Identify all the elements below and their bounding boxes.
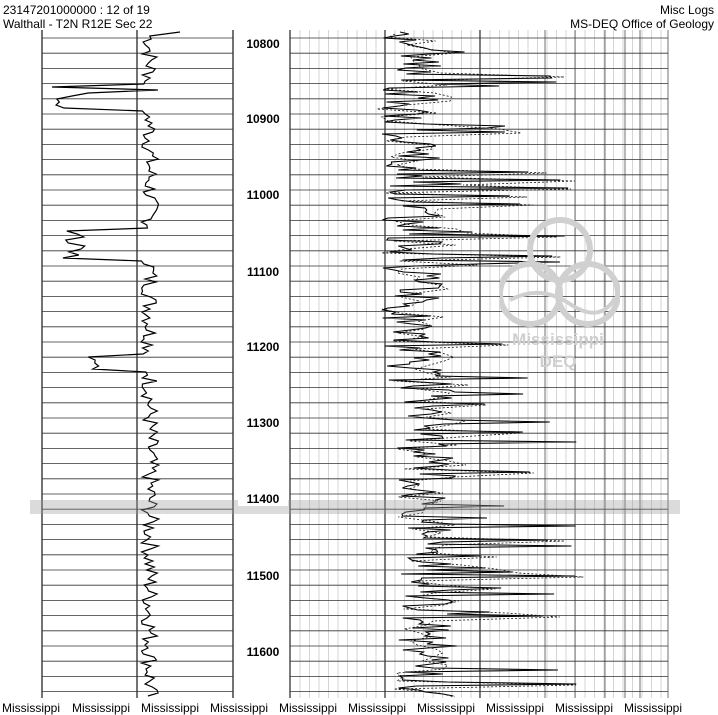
footer-label: Mississippi bbox=[72, 701, 131, 715]
location-label: Walthall - T2N R12E Sec 22 bbox=[3, 17, 153, 31]
left-track-grid bbox=[42, 30, 233, 698]
depth-label: 11500 bbox=[238, 570, 288, 583]
depth-label: 11000 bbox=[238, 189, 288, 202]
well-id-label: 23147201000000 : 12 of 19 bbox=[3, 3, 150, 17]
footer-label: Mississippi bbox=[279, 701, 338, 715]
footer-label: Mississippi bbox=[624, 701, 683, 715]
depth-label: 10800 bbox=[238, 38, 288, 51]
depth-label: 10900 bbox=[238, 113, 288, 126]
depth-label: 11100 bbox=[238, 266, 288, 279]
depth-label: 11200 bbox=[238, 341, 288, 354]
footer-label: Mississippi bbox=[486, 701, 545, 715]
watermark-line1: Mississippi bbox=[512, 330, 604, 349]
footer-label: Mississippi bbox=[348, 701, 407, 715]
scan-fold-shadow bbox=[30, 500, 680, 514]
depth-label: 11300 bbox=[238, 417, 288, 430]
watermark-line2: DEQ bbox=[539, 352, 577, 371]
mdeq-logo-watermark bbox=[500, 214, 620, 374]
footer-label: Mississippi bbox=[2, 701, 61, 715]
footer-label: Mississippi bbox=[417, 701, 476, 715]
depth-label: 11400 bbox=[238, 493, 288, 506]
agency-label: MS-DEQ Office of Geology bbox=[570, 17, 714, 31]
footer-label: Mississippi bbox=[210, 701, 269, 715]
footer-label: Mississippi bbox=[555, 701, 614, 715]
depth-label: 11600 bbox=[238, 646, 288, 659]
footer-watermark-strip bbox=[0, 699, 718, 715]
doc-type-label: Misc Logs bbox=[659, 3, 714, 17]
sp-log-curve bbox=[52, 32, 180, 696]
footer-label: Mississippi bbox=[141, 701, 200, 715]
